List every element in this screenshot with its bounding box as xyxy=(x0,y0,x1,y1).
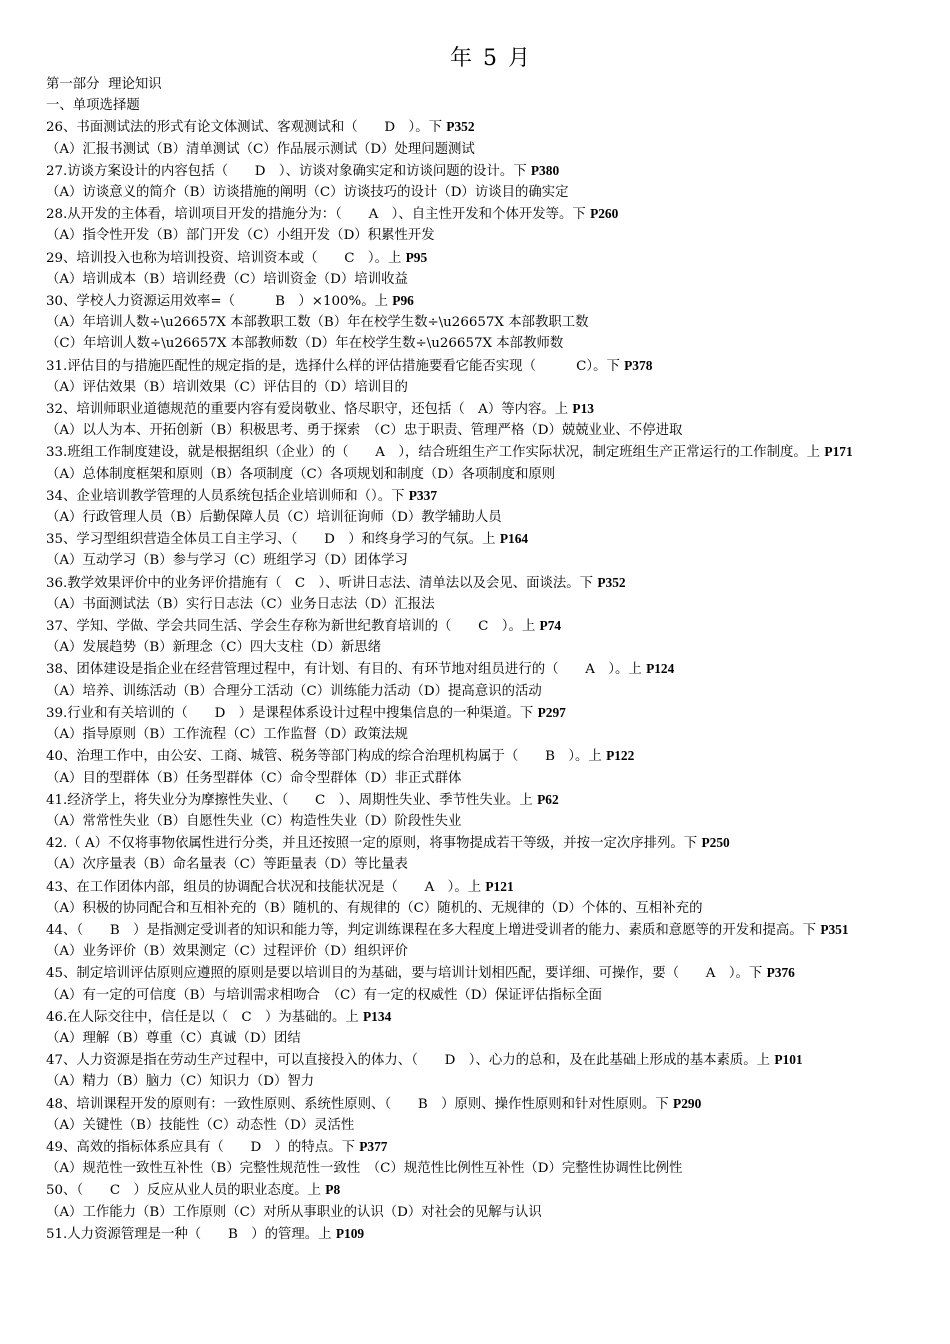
line-text: （A）发展趋势（B）新理念（C）四大支柱（D）新思绪 xyxy=(46,640,382,656)
option-line xyxy=(46,681,906,702)
option-line xyxy=(46,1158,906,1179)
line-text: 44、（ B ）是指测定受训者的知识和能力等，判定训练课程在多大程度上增进受训者的能力、素质和意愿等的开发和提高。下 xyxy=(46,922,821,938)
part-heading: 第一部分 理论知识 xyxy=(46,77,162,92)
line-text: 48、培训课程开发的原则有：一致性原则、系统性原则、（ B ）原则、操作性原则和针对性原则。下 xyxy=(46,1096,674,1112)
page-reference: P378 xyxy=(624,357,653,373)
line-text: 30、学校人力资源运用效率=（ B ）×100%。上 xyxy=(46,294,393,310)
line-text: 42.（ A）不仅将事物依属性进行分类，并且还按照一定的原则，将事物提成若干等级，并按一定次序排列。下 xyxy=(46,836,702,852)
line-text: （A）常常性失业（B）自愿性失业（C）构造性失业（D）阶段性失业 xyxy=(46,813,462,829)
line-text: （A）总体制度框架和原则（B）各项制度（C）各项规划和制度（D）各项制度和原则 xyxy=(46,466,556,482)
option-line xyxy=(46,312,906,333)
question-line xyxy=(46,702,906,724)
page-reference: P96 xyxy=(392,293,414,309)
line-text: （A）规范性一致性互补性（B）完整性规范性一致性 （C）规范性比例性互补性（D）完整性协调性比例性 xyxy=(46,1161,683,1177)
option-line xyxy=(46,225,906,246)
line-text: 51.人力资源管理是一种（ B ）的管理。上 xyxy=(46,1226,336,1242)
option-line xyxy=(46,1202,906,1223)
question-line xyxy=(46,203,906,225)
page-reference: P109 xyxy=(335,1225,365,1241)
question-line xyxy=(46,247,906,269)
option-line xyxy=(46,1028,906,1049)
question-line xyxy=(46,355,906,377)
question-line xyxy=(46,398,906,420)
section-heading: 一、单项选择题 xyxy=(46,98,140,114)
line-text: 46.在人际交往中，信任是以（ C ）为基础的。上 xyxy=(46,1009,363,1025)
line-text: （A）培养、训练活动（B）合理分工活动（C）训练能力活动（D）提高意识的活动 xyxy=(46,683,542,699)
line-text: （A）指导原则（B）工作流程（C）工作监督（D）政策法规 xyxy=(46,727,408,743)
option-line xyxy=(46,724,906,745)
line-text: 32、培训师职业道德规范的重要内容有爱岗敬业、恪尽职守，还包括（ A）等内容。上 xyxy=(46,402,573,418)
line-text: （A）精力（B）脑力（C）知识力（D）智力 xyxy=(46,1074,315,1090)
page-title: 年 5 月 xyxy=(450,46,532,71)
question-line xyxy=(46,876,906,898)
line-text: 36.教学效果评价中的业务评价措施有（ C ）、听讲日志法、清单法以及会见、面谈法。下 xyxy=(46,575,598,591)
page-reference: P101 xyxy=(774,1052,803,1068)
option-line xyxy=(46,182,906,203)
line-text: （A）行政管理人员（B）后勤保障人员（C）培训征询师（D）教学辅助人员 xyxy=(46,510,502,526)
page-reference: P337 xyxy=(408,487,438,503)
line-text: （C）年培训人数÷\u26657X 本部教师数（D）年在校学生数÷\u26657X 本部教师数 xyxy=(46,336,564,352)
line-text: 47、人力资源是指在劳动生产过程中，可以直接投入的体力、（ D ）、心力的总和，及在此基础上形成的基本素质。上 xyxy=(46,1053,775,1069)
line-text: （A）培训成本（B）培训经费（C）培训资金（D）培训收益 xyxy=(46,271,408,287)
option-line xyxy=(46,594,906,615)
question-line xyxy=(46,962,906,984)
line-text: 35、学习型组织营造全体员工自主学习、（ D ）和终身学习的气氛。上 xyxy=(46,532,500,548)
page-reference: P171 xyxy=(824,444,853,460)
option-line xyxy=(46,768,906,789)
question-line xyxy=(46,919,906,941)
line-text: 28.从开发的主体看，培训项目开发的措施分为：（ A ）、自主性开发和个体开发等。下 xyxy=(46,207,591,223)
line-text: 49、高效的指标体系应具有（ D ）的特点。下 xyxy=(46,1139,360,1155)
page-reference: P260 xyxy=(590,206,619,222)
question-line xyxy=(46,745,906,767)
line-text: 45、制定培训评估原则应遵照的原则是要以培训目的为基础，要与培训计划相匹配，要详细、可操作，要（ A ）。下 xyxy=(46,966,767,982)
option-line xyxy=(46,811,906,832)
question-line xyxy=(46,1093,906,1115)
question-line xyxy=(46,1223,906,1245)
page-reference: P74 xyxy=(539,618,562,634)
document-page xyxy=(46,44,906,1245)
line-text: 50、（ C ）反应从业人员的职业态度。上 xyxy=(46,1183,326,1199)
option-line xyxy=(46,898,906,919)
question-line xyxy=(46,1136,906,1158)
question-line xyxy=(46,1006,906,1028)
page-reference: P121 xyxy=(485,878,514,894)
question-line xyxy=(46,1049,906,1071)
line-text: （A）指令性开发（B）部门开发（C）小组开发（D）积累性开发 xyxy=(46,228,435,244)
option-line xyxy=(46,1071,906,1092)
option-line xyxy=(46,1115,906,1136)
line-text: （A）次序量表（B）命名量表（C）等距量表（D）等比量表 xyxy=(46,857,408,873)
question-line xyxy=(46,832,906,854)
line-text: 40、治理工作中，由公安、工商、城管、税务等部门构成的综合治理机构属于（ B ）。上 xyxy=(46,749,607,765)
line-text: 31.评估目的与措施匹配性的规定指的是，选择什么样的评估措施要看它能否实现（ C）。下 xyxy=(46,358,625,374)
page-reference: P13 xyxy=(572,401,594,417)
question-line xyxy=(46,615,906,637)
option-line xyxy=(46,139,906,160)
page-reference: P62 xyxy=(537,791,559,807)
line-text: 27.访谈方案设计的内容包括（ D ）、访谈对象确实定和访谈问题的设计。下 xyxy=(46,163,531,179)
line-text: （A）目的型群体（B）任务型群体（C）命令型群体（D）非正式群体 xyxy=(46,770,462,786)
option-line xyxy=(46,333,906,354)
question-list xyxy=(46,116,906,1245)
question-line xyxy=(46,485,906,507)
page-reference: P134 xyxy=(363,1008,392,1024)
page-reference: P164 xyxy=(499,531,529,547)
page-reference: P124 xyxy=(646,661,675,677)
page-reference: P290 xyxy=(673,1095,702,1111)
option-line xyxy=(46,550,906,571)
line-text: （A）以人为本、开拓创新（B）积极思考、勇于探索 （C）忠于职责、管理严格（D）兢兢业业、不停进取 xyxy=(46,423,683,439)
line-text: 37、学知、学做、学会共同生活、学会生存称为新世纪教育培训的（ C ）。上 xyxy=(46,619,540,635)
question-line xyxy=(46,160,906,182)
option-line xyxy=(46,985,906,1006)
line-text: （A）互动学习（B）参与学习（C）班组学习（D）团体学习 xyxy=(46,553,408,569)
page-reference: P95 xyxy=(405,249,428,265)
line-text: （A）访谈意义的简介（B）访谈措施的阐明（C）访谈技巧的设计（D）访谈目的确实定 xyxy=(46,185,569,201)
option-line xyxy=(46,941,906,962)
line-text: 43、在工作团体内部，组员的协调配合状况和技能状况是（ A ）。上 xyxy=(46,879,486,895)
line-text: （A）评估效果（B）培训效果（C）评估目的（D）培训目的 xyxy=(46,379,408,395)
line-text: 41.经济学上，将失业分为摩擦性失业、（ C ）、周期性失业、季节性失业。上 xyxy=(46,792,538,808)
option-line xyxy=(46,464,906,485)
line-text: （A）理解（B）尊重（C）真诚（D）团结 xyxy=(46,1030,301,1046)
option-line xyxy=(46,420,906,441)
option-line xyxy=(46,269,906,290)
line-text: （A）关键性（B）技能性（C）动态性（D）灵活性 xyxy=(46,1117,355,1133)
line-text: （A）业务评价（B）效果测定（C）过程评价（D）组织评价 xyxy=(46,944,408,960)
line-text: 39.行业和有关培训的（ D ）是课程体系设计过程中搜集信息的一种渠道。下 xyxy=(46,705,538,721)
question-line xyxy=(46,658,906,680)
line-text: （A）年培训人数÷\u26657X 本部教职工数（B）年在校学生数÷\u26657X 本部教职工数 xyxy=(46,315,589,331)
line-text: （A）有一定的可信度（B）与培训需求相吻合 （C）有一定的权威性（D）保证评估指标全面 xyxy=(46,987,603,1003)
line-text: （A）书面测试法（B）实行日志法（C）业务日志法（D）汇报法 xyxy=(46,596,435,612)
line-text: （A）汇报书测试（B）清单测试（C）作品展示测试（D）处理问题测试 xyxy=(46,141,475,157)
question-line xyxy=(46,528,906,550)
question-line xyxy=(46,116,906,138)
line-text: 26、书面测试法的形式有论文体测试、客观测试和（ D ）。下 xyxy=(46,120,447,136)
page-reference: P377 xyxy=(359,1138,388,1154)
page-reference: P380 xyxy=(530,162,560,178)
page-reference: P352 xyxy=(446,119,475,135)
page-reference: P351 xyxy=(820,921,849,937)
line-text: 38、团体建设是指企业在经营管理过程中，有计划、有目的、有环节地对组员进行的（ A ）。上 xyxy=(46,662,647,678)
question-line xyxy=(46,1179,906,1201)
page-reference: P352 xyxy=(597,574,626,590)
line-text: 29、培训投入也称为培训投资、培训资本或（ C ）。上 xyxy=(46,250,406,266)
option-line xyxy=(46,854,906,875)
line-text: 34、企业培训教学管理的人员系统包括企业培训师和（）。下 xyxy=(46,488,409,504)
question-line xyxy=(46,290,906,312)
line-text: （A）积极的协同配合和互相补充的（B）随机的、有规律的（C）随机的、无规律的（D）个体的、互相补充的 xyxy=(46,900,703,916)
question-line xyxy=(46,441,906,463)
page-reference: P8 xyxy=(325,1182,341,1198)
question-line xyxy=(46,572,906,594)
option-line xyxy=(46,507,906,528)
page-reference: P122 xyxy=(606,748,635,764)
question-line xyxy=(46,789,906,811)
page-reference: P297 xyxy=(537,704,566,720)
page-reference: P376 xyxy=(766,965,795,981)
option-line xyxy=(46,377,906,398)
line-text: 33.班组工作制度建设，就是根据组织（企业）的（ A ），结合班组生产工作实际状况，制定班组生产正常运行的工作制度。上 xyxy=(46,445,825,461)
option-line xyxy=(46,637,906,658)
line-text: （A）工作能力（B）工作原则（C）对所从事职业的认识（D）对社会的见解与认识 xyxy=(46,1204,542,1220)
page-reference: P250 xyxy=(701,835,730,851)
